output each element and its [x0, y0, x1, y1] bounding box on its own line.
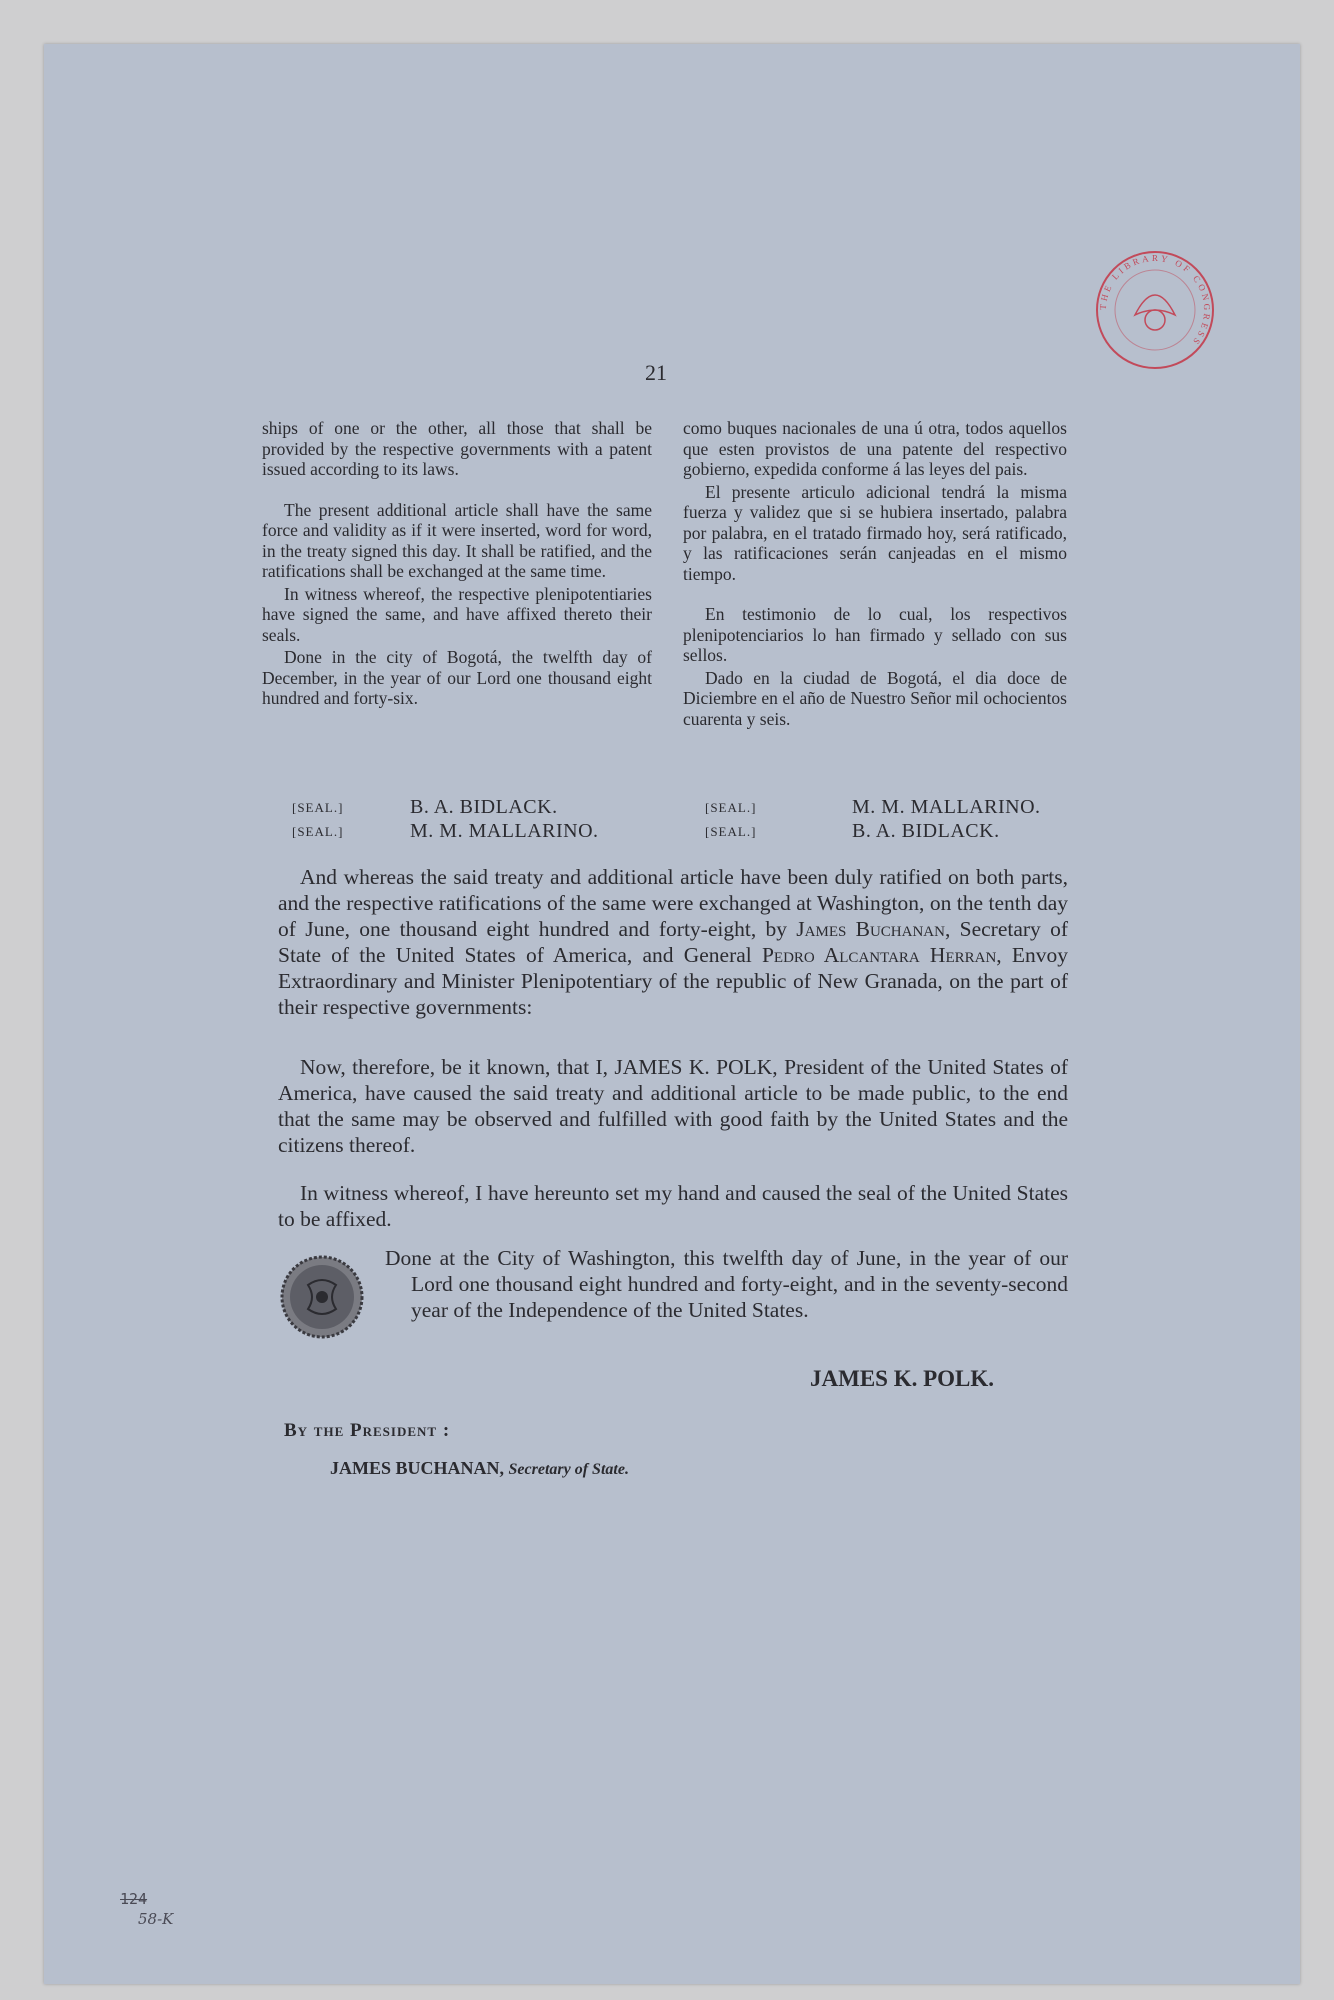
english-paragraph-4: Done in the city of Bogotá, the twelfth day of December, in the year of our Lord one thousand eight hundred and forty-six.	[262, 647, 652, 708]
stamp-text: THE LIBRARY OF CONGRESS	[1097, 252, 1213, 349]
secretary-name: JAMES BUCHANAN,	[330, 1458, 505, 1478]
seal-label: [SEAL.]	[705, 800, 757, 815]
seal-label: [SEAL.]	[292, 800, 344, 815]
page-number: 21	[645, 360, 667, 385]
witness-paragraph: In witness whereof, I have hereunto set my hand and caused the seal of the United States to be affixed.	[278, 1181, 1068, 1231]
secretary-title: Secretary of State.	[508, 1461, 629, 1478]
name-james-buchanan: James Buchanan	[796, 917, 945, 941]
seal-icon	[280, 1255, 364, 1339]
secretary-line	[330, 1458, 629, 1479]
president-signature: JAMES K. POLK.	[810, 1366, 995, 1391]
english-column	[262, 418, 652, 709]
signature-left-1: B. A. BIDLACK.	[410, 796, 558, 818]
english-paragraph-2: The present additional article shall have the same force and validity as if it were inserted, word for word, in the treaty signed this day. It shall be ratified, and the ratifications shall be exchanged at the same time.	[262, 499, 652, 581]
done-at-paragraph: Done at the City of Washington, this twelfth day of June, in the year of our Lord one thousand eight hundred and forty-eight, and in the seventy-second year of the Independence of the United States.	[385, 1246, 1068, 1322]
spanish-paragraph-4: Dado en la ciudad de Bogotá, el dia doce de Diciembre en el año de Nuestro Señor mil ochocientos cuarenta y seis.	[683, 667, 1067, 729]
seal-label: [SEAL.]	[705, 824, 757, 839]
english-paragraph-1: ships of one or the other, all those that shall be provided by the respective governments with a patent issued according to its laws.	[262, 418, 652, 479]
signature-right-1: M. M. MALLARINO.	[852, 796, 1041, 818]
ratification-paragraph: And whereas the said treaty and additional article have been duly ratified on both parts, and the respective ratifications of the same were exchanged at Washington, on the tenth day of June, one thousand eight hundred and forty-eight, by James Buchanan, Secretary of State of the United States of America, and General Pedro Alcantara Herran, Envoy Extraordinary and Minister Plenipotentiary of the republic of New Granada, on the part of their respective governments:	[278, 865, 1068, 1019]
spanish-paragraph-2: El presente articulo adicional tendrá la misma fuerza y validez que si se hubiera insertado, palabra por palabra, en el tratado firmado hoy, será ratificado, y las ratificaciones serán canjeadas en el mismo tiempo.	[683, 481, 1067, 584]
margin-note-2: 58-K	[138, 1910, 174, 1928]
signature-right-2: B. A. BIDLACK.	[852, 820, 1000, 842]
name-pedro-herran: Pedro Alcantara Herran	[761, 943, 997, 967]
seal-label: [SEAL.]	[292, 824, 344, 839]
spanish-paragraph-1: como buques nacionales de una ú otra, todos aquellos que esten provistos de una patente del respectivo gobierno, expedida conforme á las leyes del pais.	[683, 418, 1067, 479]
proclamation-paragraph: Now, therefore, be it known, that I, JAMES K. POLK, President of the United States of America, have caused the said treaty and additional article to be made public, to the end that the same may be observed and fulfilled with good faith by the United States and the citizens thereof.	[278, 1055, 1068, 1157]
signature-left-2: M. M. MALLARINO.	[410, 820, 599, 842]
library-of-congress-stamp	[1090, 245, 1220, 375]
english-paragraph-3: In witness whereof, the respective plenipotentiaries have signed the same, and have affixed thereto their seals.	[262, 583, 652, 645]
spanish-paragraph-3: En testimonio de lo cual, los respectivos plenipotenciarios lo han firmado y sellado con sus sellos.	[683, 604, 1067, 665]
spanish-column	[683, 418, 1067, 729]
margin-note-1: 124	[120, 1890, 148, 1908]
by-the-president: By the President :	[284, 1420, 451, 1441]
